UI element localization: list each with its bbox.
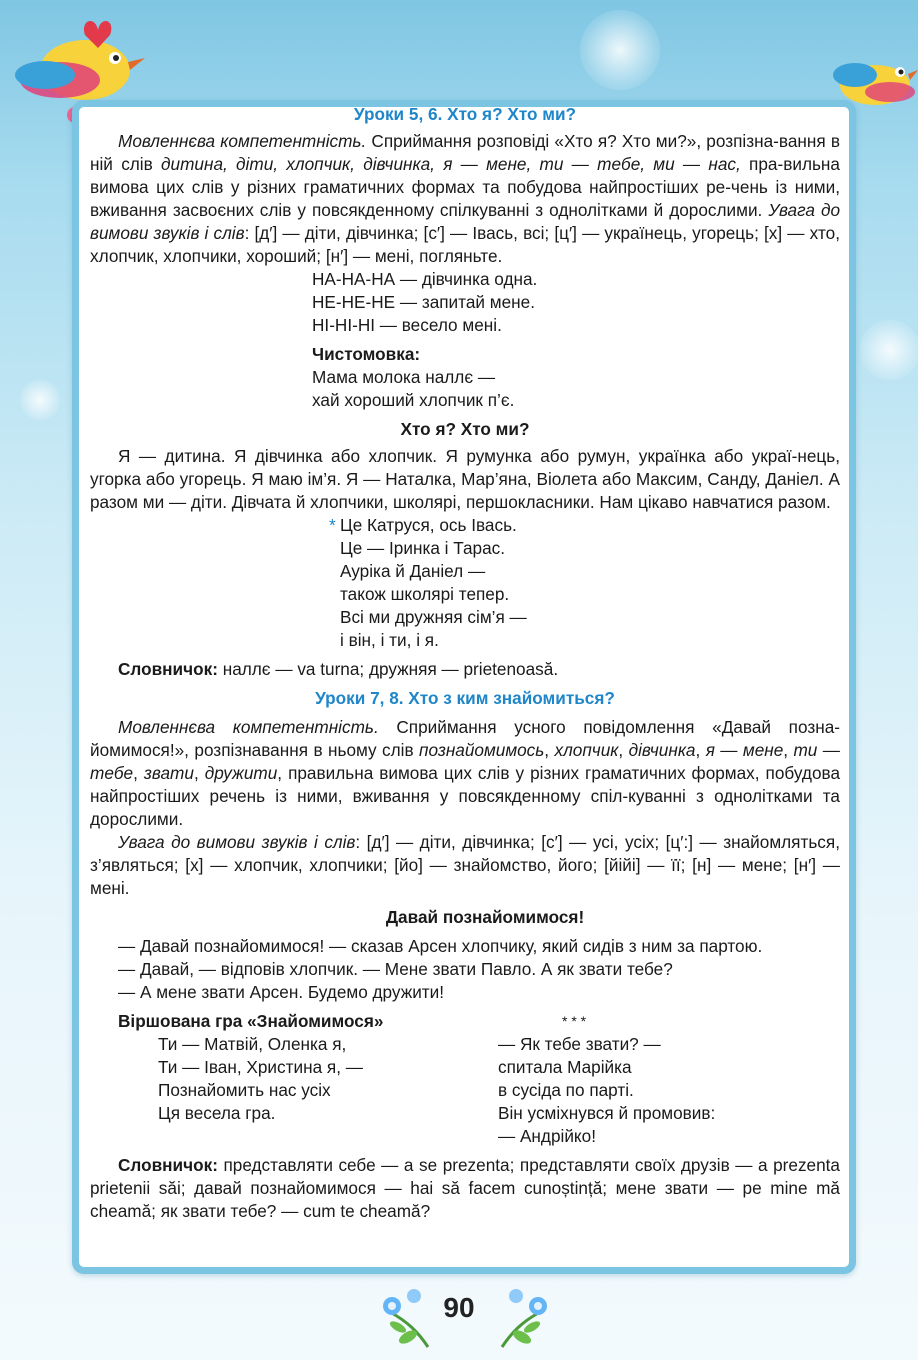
tongue-twister-title: Чистомовка: [312, 344, 421, 364]
vocabulary-line: Словничок: наллє — va turna; дружняя — prietenoasă. [118, 659, 559, 679]
dialog-title: Давай познайомимося! [385, 907, 585, 927]
dialog-line: — Давай, — відповів хлопчик. — Мене звати Павло. А як звати тебе? [118, 959, 673, 979]
game-title: Віршована гра «Знайомимося» [118, 1011, 384, 1031]
pronunciation-note: Увага до вимови звуків і слів: [д′] — діти, дівчинка; [с′] — усі, усіх; [ц′:] — знайомляться, з’являться; [х] — хлопчик, хлопчики; [йо] — знайомство, його; [йійі] — її; [н] — мене; [н′] — мені. [90, 832, 840, 898]
page-content [90, 103, 840, 1223]
chant-block: НА-НА-НА — дівчинка одна. НЕ-НЕ-НЕ — запитай мене. НІ-НІ-НІ — весело мені. Чистомовка: Мама молока наллє — хай хороший хлопчик п’є. [312, 268, 840, 412]
game-poem: Віршована гра «Знайомимося» Ти — Матвій, Оленка я, Ти — Іван, Христина я, — Познайомить нас усіх Ця весела гра. [118, 1011, 384, 1123]
page-number: 90 [443, 1292, 475, 1323]
bokeh-light [860, 320, 918, 380]
poem-stars: * * * [562, 1013, 587, 1029]
section-title: Уроки 7, 8. Хто з ким знайомиться? [315, 688, 615, 708]
dialog-line: — Давай познайомимося! — сказав Арсен хлопчику, який сидів з ним за партою. [118, 936, 763, 956]
dialog-line: — А мене звати Арсен. Будемо дружити! [118, 982, 445, 1002]
lesson-description: Мовленнєва компетентність. Сприймання розповіді «Хто я? Хто ми?», розпізна-вання в ній слів дитина, діти, хлопчик, дівчинка, я — мене, ти — тебе, ми — нас, пра-вильна вимова цих слів у різних граматичних формах та побудова найпростіших ре-чень із ними, вживання засвоєних слів у повсякденному спілкуванні з однолітками й дорослими. Увага до вимови звуків і слів: [д′] — діти, дівчинка; [с′] — Івась, всі; [ц′] — українець, угорець; [х] — хто, хлопчик, хлопчики, хороший; [н′] — мені, погляньте. [90, 131, 841, 266]
second-poem: * * * — Як тебе звати? — спитала Марійка в сусіда по парті. Він усміхнувся й промовив: — Андрійко! [470, 1010, 840, 1148]
lesson-description: Мовленнєва компетентність. Сприймання усного повідомлення «Давай позна-йомимося!», розпізнавання в ньому слів познайомимось, хлопчик, дівчинка, я — мене, ти — тебе, звати, дружити, правильна вимова цих слів у різних граматичних формах, побудова найпростіших речень із ними, вживання у повсякденному спіл-куванні з однолітками та дорослими. [90, 717, 841, 829]
bokeh-light [20, 380, 60, 420]
bokeh-light [580, 10, 660, 90]
poem-star-icon: * [329, 515, 336, 535]
story-title: Хто я? Хто ми? [400, 419, 530, 439]
vocabulary-line: Словничок: представляти себе — a se prezenta; представляти своїх друзів — a prezenta prietenii săi; давай познайомимося — hai să facem cunoștință; мене звати — pe mine mă cheamă; як звати тебе? — cum te cheamă? [90, 1155, 840, 1221]
section-title: Уроки 5, 6. Хто я? Хто ми? [353, 104, 577, 124]
story-text: Я — дитина. Я дівчинка або хлопчик. Я румунка або румун, українка або украї-нець, угорка або угорець. Я маю ім’я. Я — Наталка, Мар’яна, Віолета або Максим, Санду, Даніел. А разом ми — діти. Дівчата й хлопчики, школярі, першокласники. Нам цікаво навчатися разом. [90, 446, 840, 512]
poem-block: * Це Катруся, ось Івась. Це — Іринка і Тарас. Ауріка й Даніел — також школярі тепер. Всі ми дружняя сім’я — і він, і ти, і я. [329, 515, 527, 650]
two-column-poems [90, 1010, 840, 1148]
